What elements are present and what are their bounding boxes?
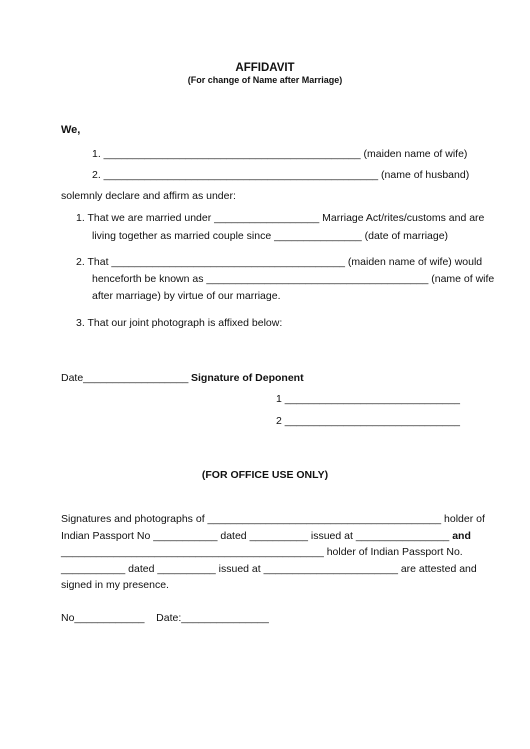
office-use-heading: (FOR OFFICE USE ONLY) [201, 469, 329, 481]
clause-2-line-1: 2. That ________________________________________ (maiden name of wife) would [76, 256, 483, 268]
clause-2-line-3: after marriage) by virtue of our marriage. [92, 290, 281, 302]
office-line-2-and: and [452, 530, 471, 542]
number-date-line: No____________ Date:_______________ [61, 612, 269, 624]
office-line-3: _____________________________________________ holder of Indian Passport No. [61, 546, 463, 558]
office-line-5: signed in my presence. [61, 579, 169, 591]
document-title: AFFIDAVIT [235, 62, 295, 74]
signature-line-2: 2 ______________________________ [276, 415, 460, 427]
document-subtitle: (For change of Name after Marriage) [187, 75, 343, 85]
clause-1-line-2: living together as married couple since _______________ (date of marriage) [92, 230, 449, 242]
clause-1-line-1: 1. That we are married under __________________ Marriage Act/rites/customs and are [76, 212, 485, 224]
clause-3-line-1: 3. That our joint photograph is affixed below: [76, 317, 283, 329]
date-field-label: Date__________________ [61, 372, 189, 384]
maiden-name-wife-line: 1. ____________________________________________ (maiden name of wife) [92, 148, 468, 160]
signature-deponent-label: Signature of Deponent [191, 372, 304, 384]
office-line-1: Signatures and photographs of ________________________________________ holder of [61, 513, 485, 525]
we-label: We, [61, 124, 81, 136]
office-line-2 [61, 530, 471, 542]
clause-2-line-2: henceforth be known as ______________________________________ (name of wife [92, 273, 495, 285]
declaration-text: solemnly declare and affirm as under: [61, 190, 236, 202]
office-line-4: ___________ dated __________ issued at _______________________ are attested and [61, 563, 477, 575]
office-line-2-text: Indian Passport No ___________ dated __________ issued at ________________ [61, 530, 450, 542]
name-of-husband-line: 2. _______________________________________________ (name of husband) [92, 169, 470, 181]
signature-line-1: 1 ______________________________ [276, 393, 460, 405]
